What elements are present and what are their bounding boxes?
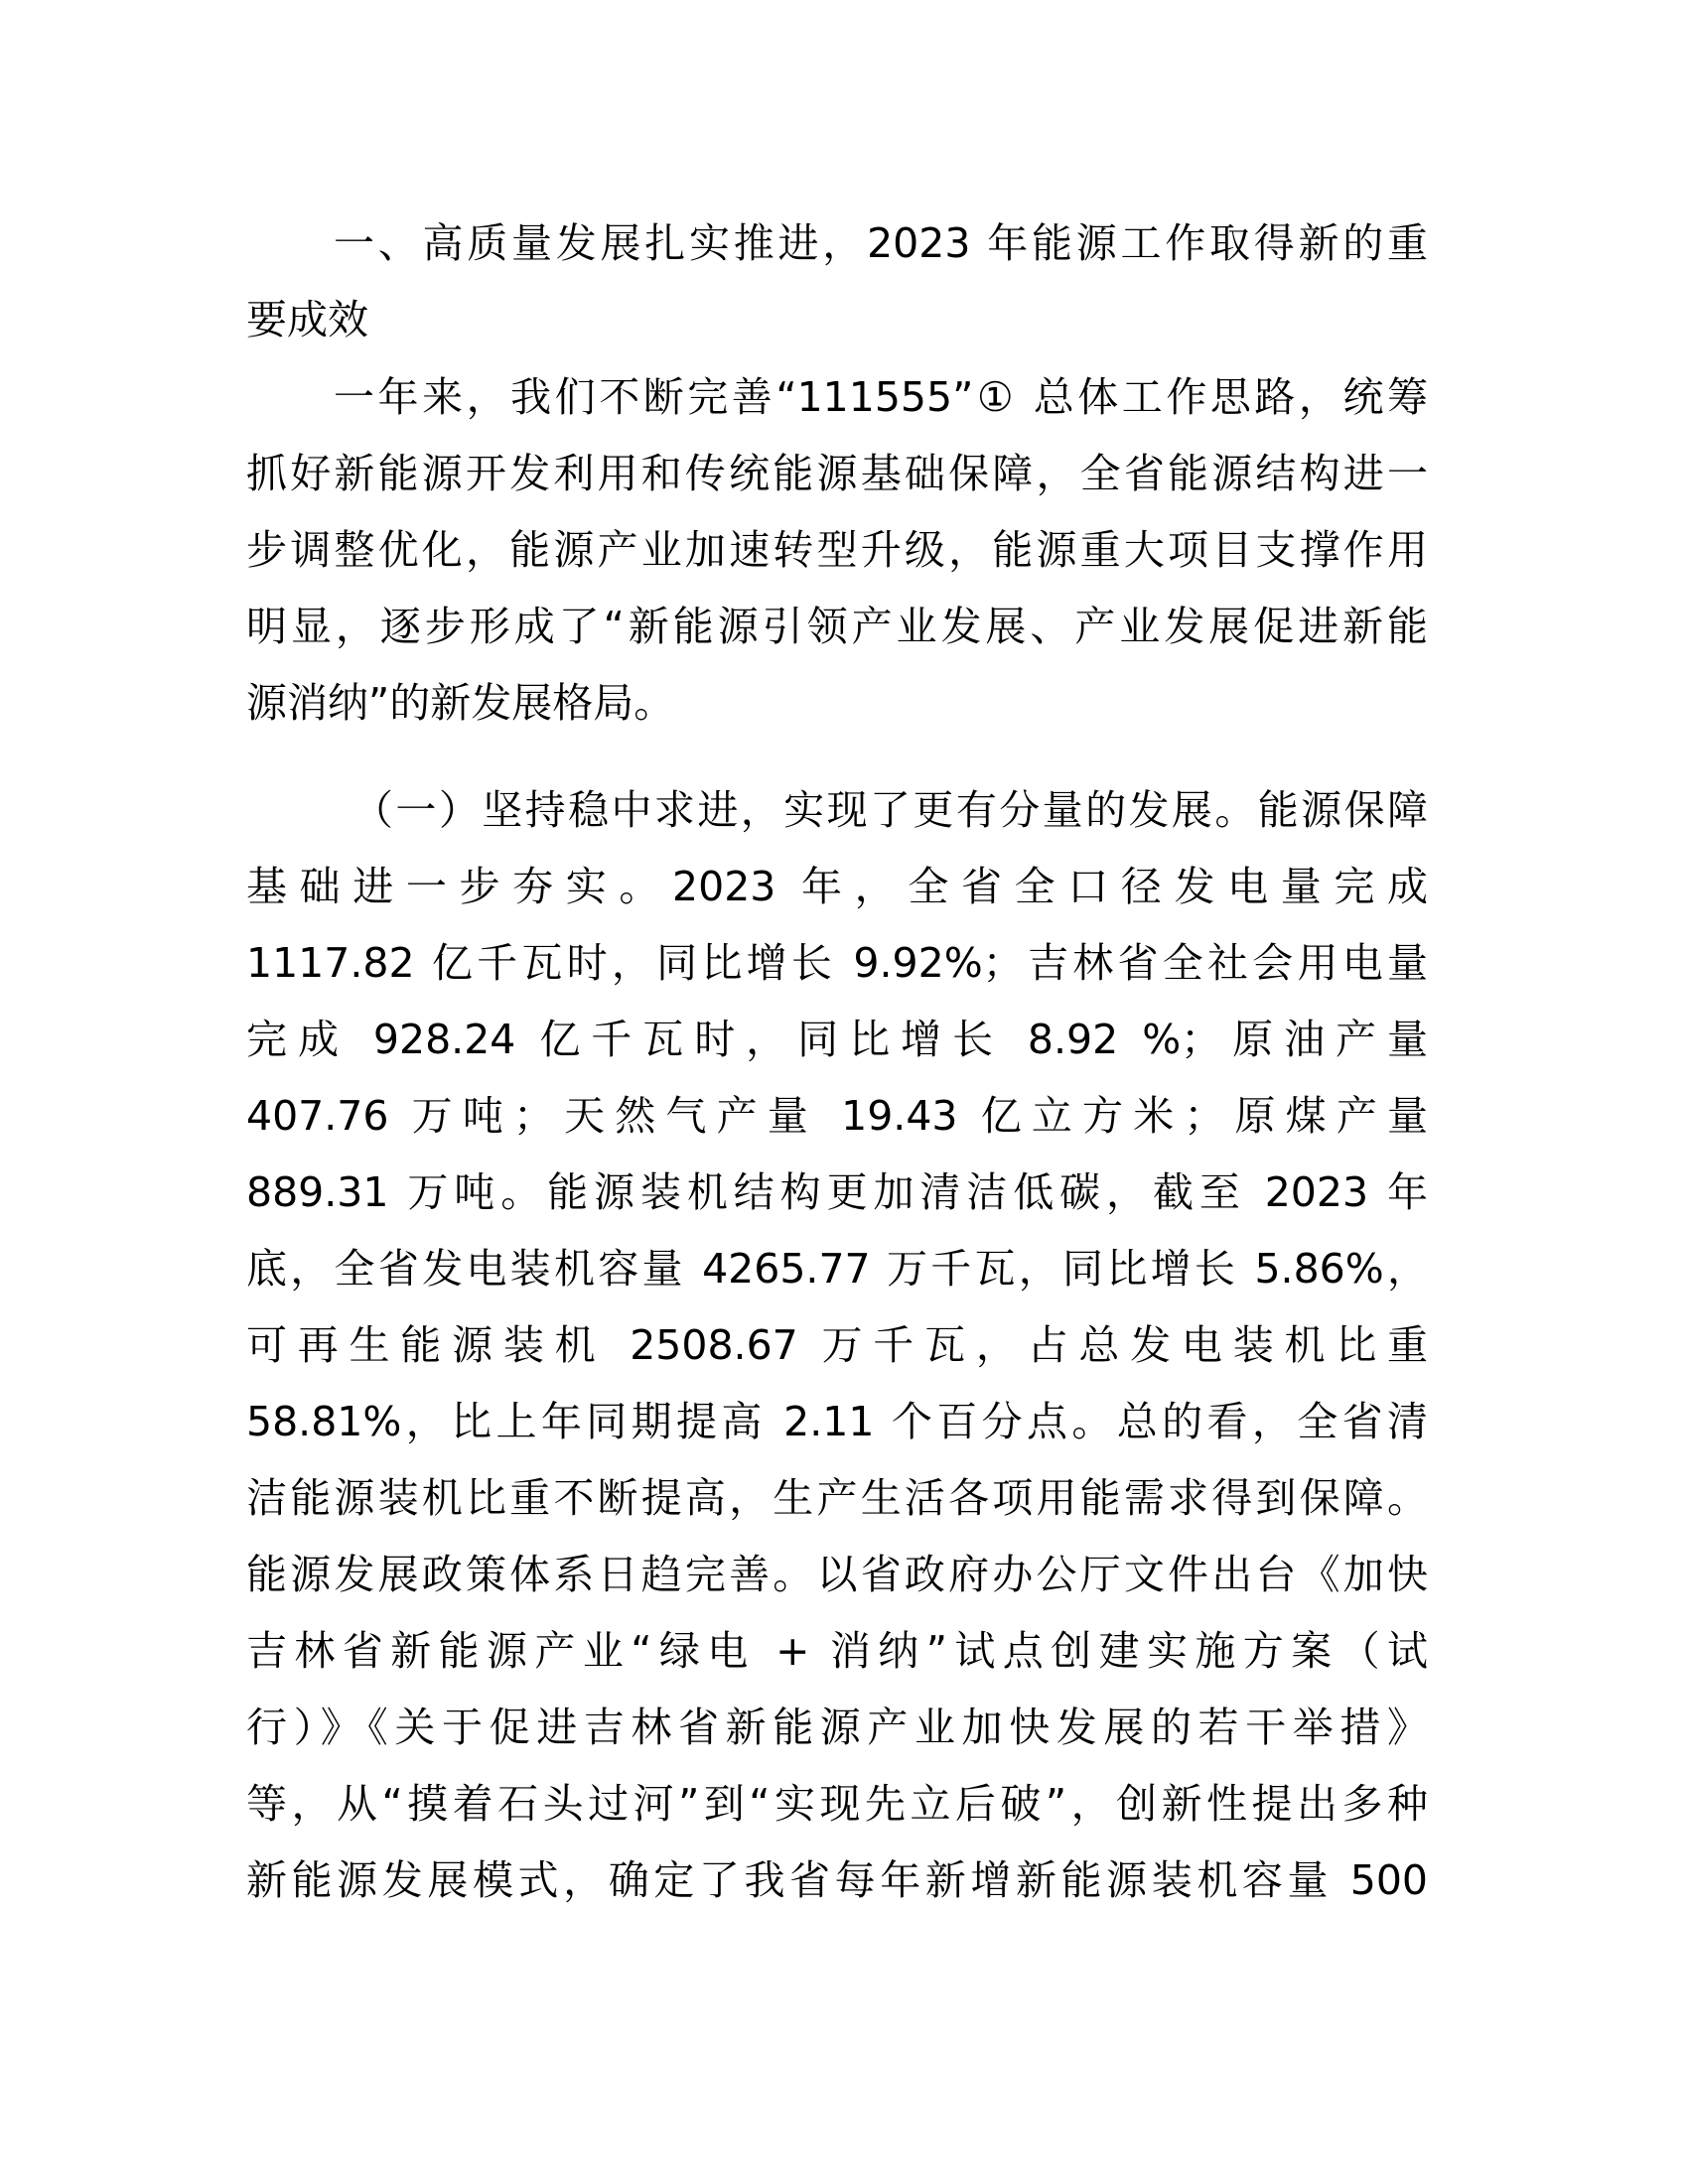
paragraph-1-line-2: 抓好新能源开发利用和传统能源基础保障，全省能源结构进一 [246, 450, 1428, 497]
section-heading-line-2: 要成效 [246, 296, 368, 343]
paragraph-1-line-1: 一年来，我们不断完善“111555”① 总体工作思路，统筹 [334, 373, 1428, 421]
paragraph-2-line-6: 889.31 万吨。能源装机结构更加清洁低碳，截至 2023 年 [246, 1168, 1428, 1216]
paragraph-2-line-7: 底，全省发电装机容量 4265.77 万千瓦，同比增长 5.86%， [246, 1245, 1428, 1293]
section-heading-line-1: 一、高质量发展扎实推进，2023 年能源工作取得新的重 [334, 219, 1428, 267]
paragraph-2-line-2: 基础进一步夯实。2023 年，全省全口径发电量完成 [246, 863, 1428, 910]
paragraph-2-line-9: 58.81%，比上年同期提高 2.11 个百分点。总的看，全省清 [246, 1398, 1428, 1445]
paragraph-1-line-3: 步调整优化，能源产业加速转型升级，能源重大项目支撑作用 [246, 526, 1428, 574]
paragraph-2-line-5: 407.76 万吨；天然气产量 19.43 亿立方米；原煤产量 [246, 1092, 1428, 1140]
paragraph-2-line-14: 等，从“摸着石头过河”到“实现先立后破”，创新性提出多种 [246, 1780, 1428, 1828]
paragraph-1-line-5: 源消纳”的新发展格局。 [246, 679, 675, 727]
paragraph-2-line-15: 新能源发展模式，确定了我省每年新增新能源装机容量 500 [246, 1856, 1428, 1904]
paragraph-2-line-13: 行）》《关于促进吉林省新能源产业加快发展的若干举措》 [246, 1704, 1428, 1751]
paragraph-1-line-4: 明显，逐步形成了“新能源引领产业发展、产业发展促进新能 [246, 603, 1428, 650]
paragraph-2-line-8: 可再生能源装机 2508.67 万千瓦，占总发电装机比重 [246, 1321, 1428, 1369]
paragraph-2-line-11: 能源发展政策体系日趋完善。以省政府办公厅文件出台《加快 [246, 1551, 1428, 1598]
paragraph-2-line-10: 洁能源装机比重不断提高，生产生活各项用能需求得到保障。 [246, 1474, 1428, 1522]
paragraph-2-line-12: 吉林省新能源产业“绿电 + 消纳”试点创建实施方案（试 [246, 1627, 1428, 1675]
paragraph-2-line-4: 完成 928.24 亿千瓦时，同比增长 8.92 %；原油产量 [246, 1016, 1428, 1063]
paragraph-2-line-1: （一）坚持稳中求进，实现了更有分量的发展。能源保障 [352, 786, 1428, 834]
paragraph-2-line-3: 1117.82 亿千瓦时，同比增长 9.92%；吉林省全社会用电量 [246, 939, 1428, 987]
